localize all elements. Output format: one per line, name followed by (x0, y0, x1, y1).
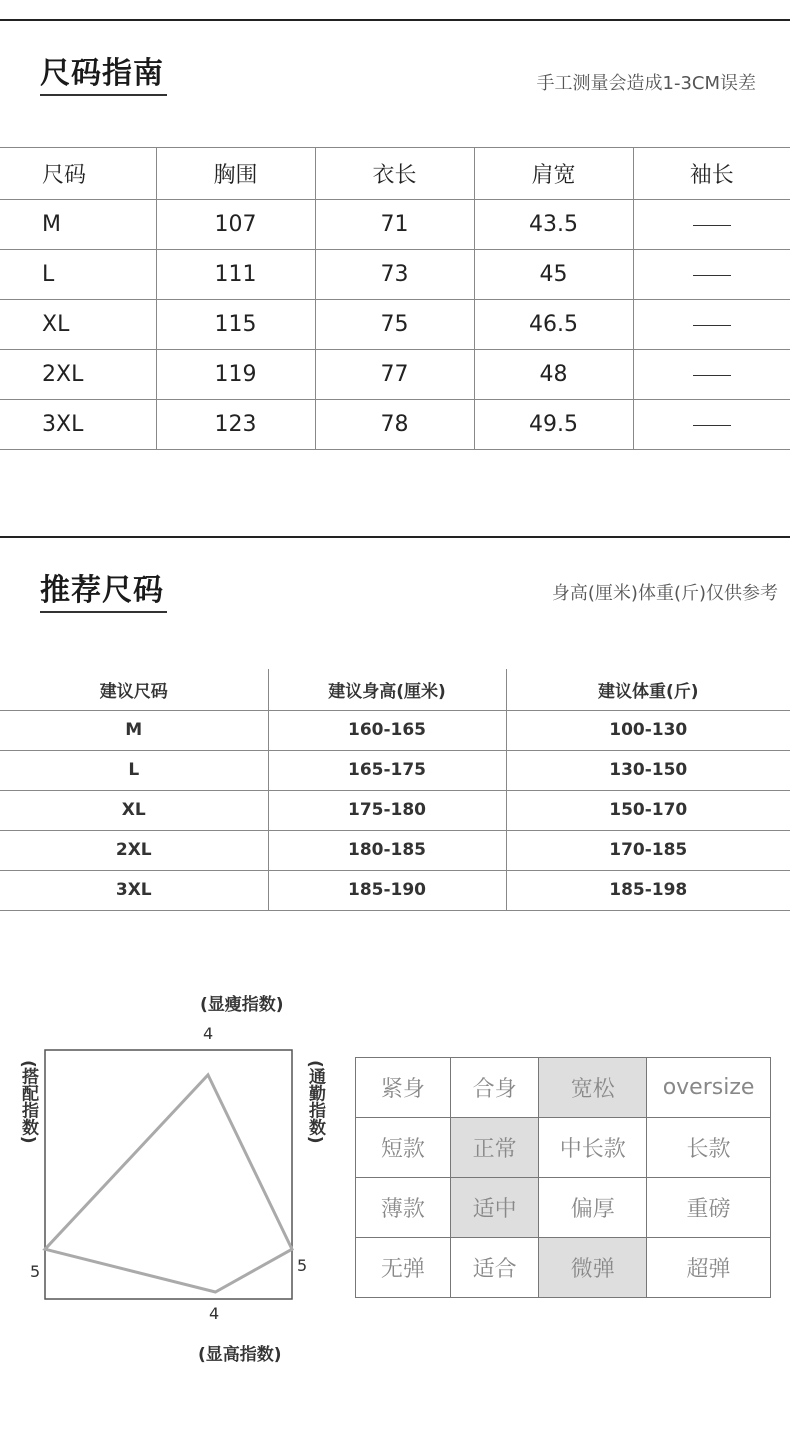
shoulder-cell: 46.5 (474, 300, 633, 350)
dash-mark (693, 225, 731, 226)
attribute-cell: 无弹 (356, 1238, 451, 1298)
value-label-top: 4 (203, 1024, 214, 1043)
table-row (0, 870, 790, 910)
top-divider (0, 19, 790, 21)
chest-cell: 119 (156, 350, 315, 400)
weight-cell: 150-170 (506, 790, 790, 830)
header-cell: 衣长 (315, 148, 474, 200)
attribute-cell: 微弹 (539, 1238, 647, 1298)
size-table (0, 147, 790, 450)
size-cell: XL (0, 790, 268, 830)
table-row (0, 200, 790, 250)
size-guide-title: 尺码指南 (40, 56, 164, 91)
weight-cell: 185-198 (506, 870, 790, 910)
table-row (0, 750, 790, 790)
value-label-right: 5 (297, 1256, 308, 1275)
table-row (0, 400, 790, 450)
height-cell: 180-185 (268, 830, 506, 870)
attribute-cell: 偏厚 (539, 1178, 647, 1238)
attribute-grid (355, 1057, 771, 1298)
shoulder-cell: 43.5 (474, 200, 633, 250)
axis-label-commute: (通勤指数) (305, 1060, 325, 1144)
size-table-header (0, 148, 790, 200)
chest-cell: 111 (156, 250, 315, 300)
recommend-title: 推荐尺码 (40, 573, 164, 608)
length-cell: 77 (315, 350, 474, 400)
sleeve-cell (633, 250, 790, 300)
height-cell: 160-165 (268, 710, 506, 750)
value-label-left: 5 (30, 1262, 41, 1281)
length-cell: 78 (315, 400, 474, 450)
weight-cell: 100-130 (506, 710, 790, 750)
header-cell: 建议体重(斤) (506, 669, 790, 710)
header-cell: 肩宽 (474, 148, 633, 200)
dash-mark (693, 275, 731, 276)
axis-label-tall: (显高指数) (198, 1345, 282, 1365)
recommend-header (0, 669, 790, 710)
size-cell: M (0, 200, 156, 250)
attribute-cell: 超弹 (647, 1238, 771, 1298)
axis-label-slim: (显瘦指数) (200, 995, 284, 1015)
attribute-row (356, 1058, 771, 1118)
dash-mark (693, 325, 731, 326)
size-guide-underline (40, 94, 167, 96)
length-cell: 75 (315, 300, 474, 350)
attribute-row (356, 1118, 771, 1178)
size-cell: L (0, 250, 156, 300)
table-row (0, 300, 790, 350)
size-cell: XL (0, 300, 156, 350)
attribute-cell: 长款 (647, 1118, 771, 1178)
size-cell: 2XL (0, 350, 156, 400)
recommend-note: 身高(厘米)体重(斤)仅供参考 (551, 583, 778, 604)
weight-cell: 130-150 (506, 750, 790, 790)
attribute-cell: 宽松 (539, 1058, 647, 1118)
dash-mark (693, 425, 731, 426)
attribute-cell: 中长款 (539, 1118, 647, 1178)
attribute-cell: 紧身 (356, 1058, 451, 1118)
table-row (0, 710, 790, 750)
size-cell: 3XL (0, 870, 268, 910)
shoulder-cell: 48 (474, 350, 633, 400)
table-row (0, 790, 790, 830)
header-cell: 建议尺码 (0, 669, 268, 710)
length-cell: 71 (315, 200, 474, 250)
height-cell: 165-175 (268, 750, 506, 790)
attribute-row (356, 1238, 771, 1298)
sleeve-cell (633, 350, 790, 400)
sleeve-cell (633, 400, 790, 450)
header-cell: 胸围 (156, 148, 315, 200)
table-row (0, 250, 790, 300)
dash-mark (693, 375, 731, 376)
radar-svg (0, 980, 340, 1380)
shoulder-cell: 49.5 (474, 400, 633, 450)
recommend-divider (0, 536, 790, 538)
header-cell: 建议身高(厘米) (268, 669, 506, 710)
axis-label-match: (搭配指数) (18, 1060, 38, 1144)
attribute-cell: 短款 (356, 1118, 451, 1178)
chest-cell: 123 (156, 400, 315, 450)
attribute-cell: 适合 (450, 1238, 539, 1298)
chest-cell: 115 (156, 300, 315, 350)
weight-cell: 170-185 (506, 830, 790, 870)
height-cell: 185-190 (268, 870, 506, 910)
recommend-table (0, 669, 790, 911)
size-cell: L (0, 750, 268, 790)
height-cell: 175-180 (268, 790, 506, 830)
attribute-cell: 重磅 (647, 1178, 771, 1238)
size-cell: 3XL (0, 400, 156, 450)
fit-radar-chart (0, 980, 340, 1380)
attribute-cell: 适中 (450, 1178, 539, 1238)
size-cell: M (0, 710, 268, 750)
table-row (0, 830, 790, 870)
recommend-underline (40, 611, 167, 613)
table-row (0, 350, 790, 400)
size-cell: 2XL (0, 830, 268, 870)
value-label-bottom: 4 (209, 1304, 220, 1323)
length-cell: 73 (315, 250, 474, 300)
attribute-cell: 正常 (450, 1118, 539, 1178)
chest-cell: 107 (156, 200, 315, 250)
attribute-cell: oversize (647, 1058, 771, 1118)
header-cell: 尺码 (0, 148, 156, 200)
sleeve-cell (633, 200, 790, 250)
radar-polygon (45, 1075, 292, 1292)
header-cell: 袖长 (633, 148, 790, 200)
sleeve-cell (633, 300, 790, 350)
attribute-cell: 合身 (450, 1058, 539, 1118)
attribute-row (356, 1178, 771, 1238)
attribute-cell: 薄款 (356, 1178, 451, 1238)
shoulder-cell: 45 (474, 250, 633, 300)
size-guide-note: 手工测量会造成1-3CM误差 (536, 73, 756, 94)
